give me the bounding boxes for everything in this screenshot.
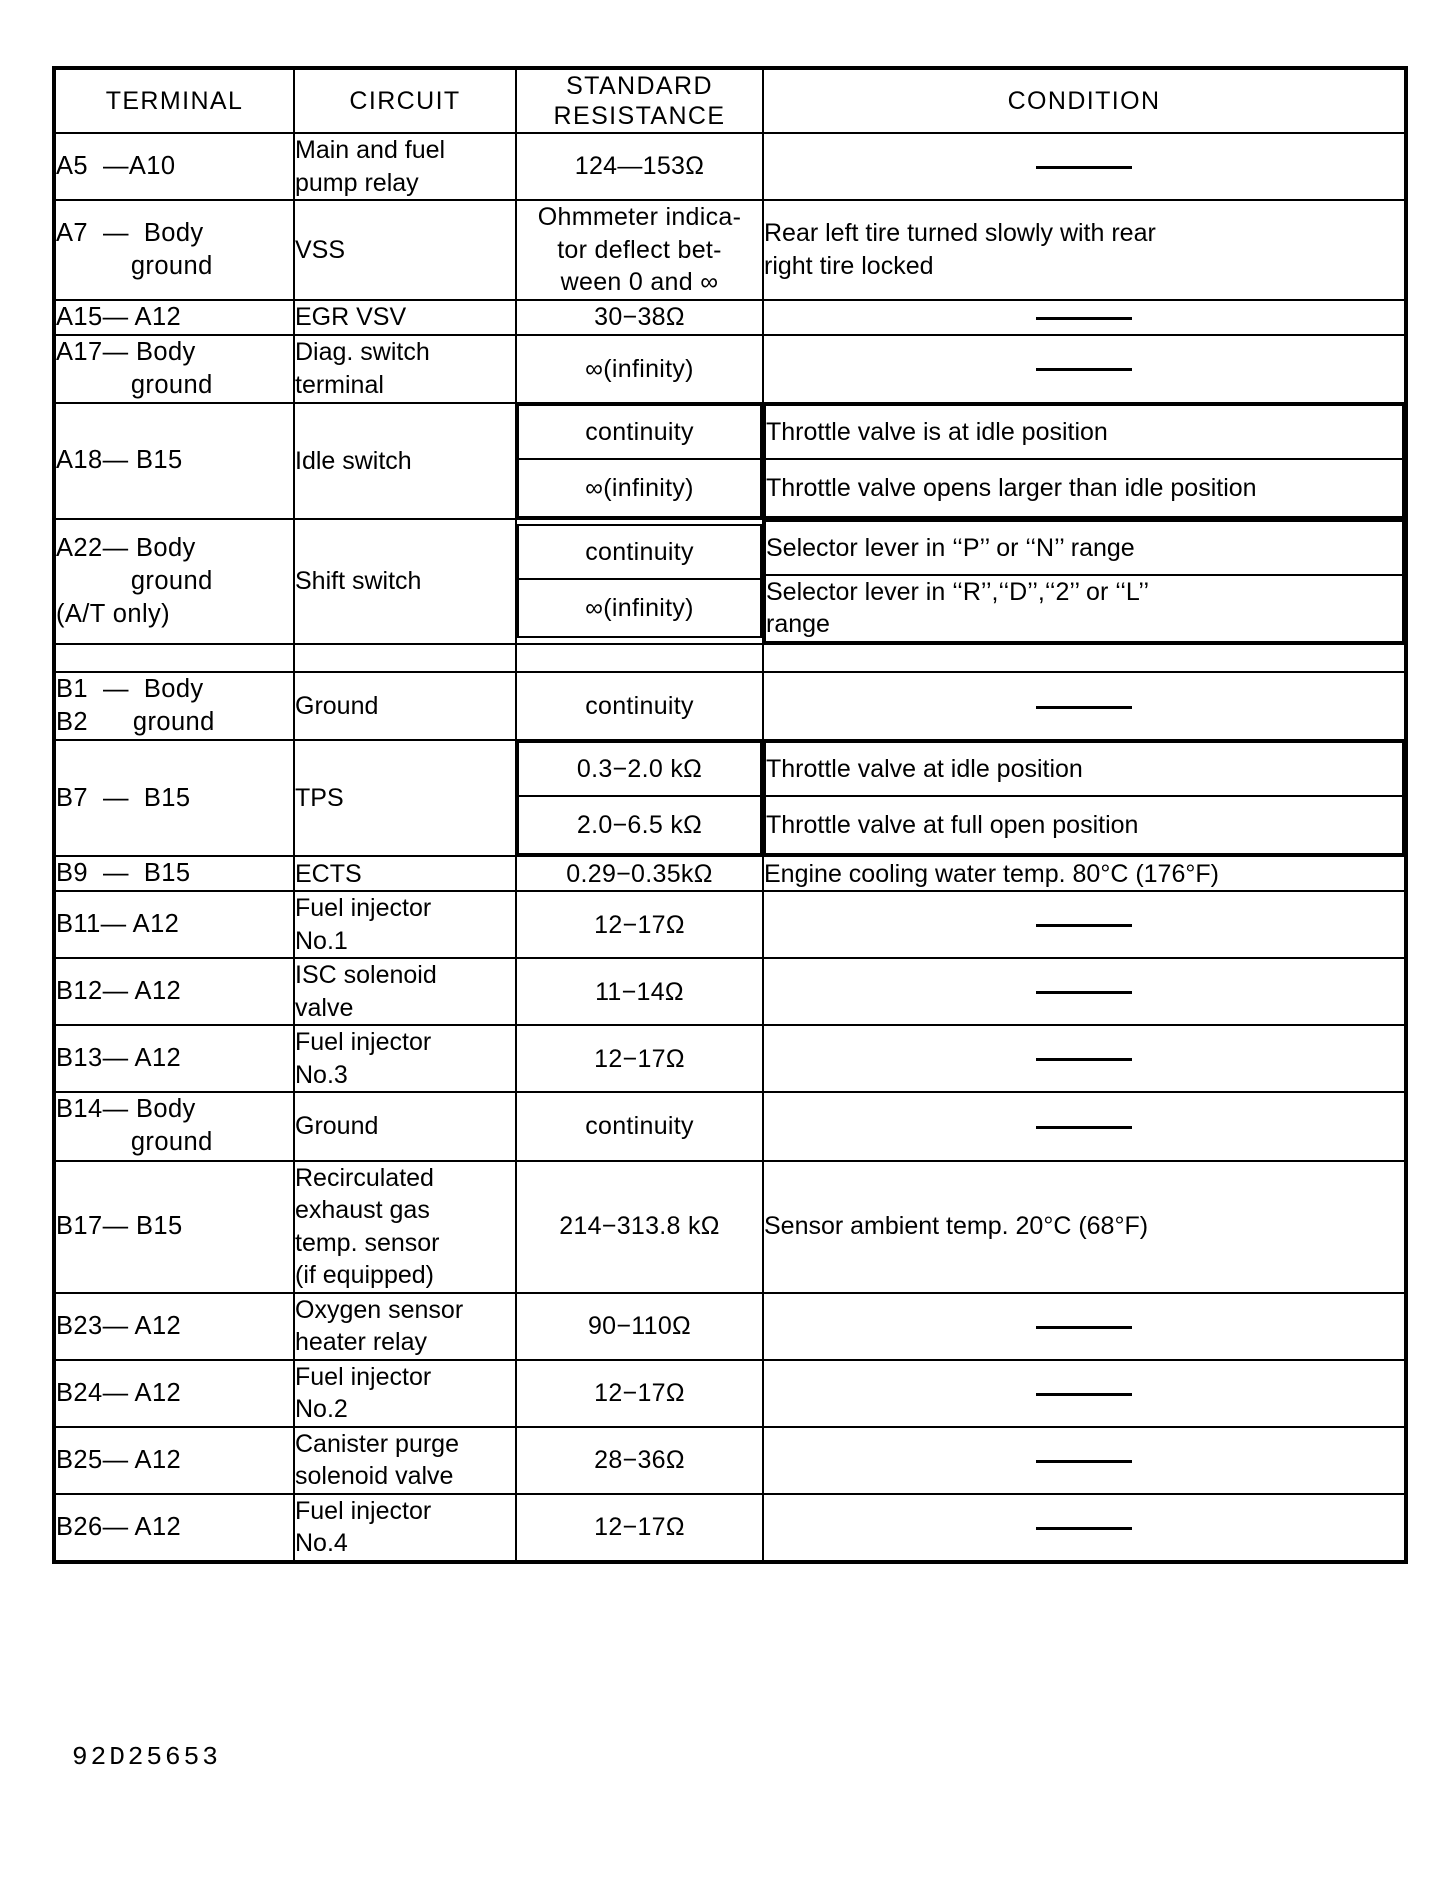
section-separator-row: [54, 644, 1406, 672]
resistance-subrow: [518, 405, 761, 459]
cell-condition: [763, 335, 1406, 403]
terminal-line-1: B7 — B15: [56, 783, 191, 812]
not-applicable-dash: [1036, 924, 1132, 927]
cell-condition-split: [763, 403, 1406, 519]
cell-standard-resistance: [516, 1293, 763, 1360]
terminal-line-1: B9 — B15: [56, 859, 191, 888]
terminal-resistance-table: [52, 66, 1408, 1564]
circuit-line-1: EGR VSV: [295, 302, 407, 331]
circuit-line-1: Shift switch: [295, 567, 422, 596]
cell-circuit: [294, 335, 516, 403]
resistance-line-1: 214−313.8 kΩ: [559, 1212, 720, 1241]
cell-standard-resistance: [516, 958, 763, 1025]
circuit-line-1: Recirculated: [295, 1163, 434, 1192]
condition-line-2: right tire locked: [764, 251, 934, 280]
cell-condition: [763, 1092, 1406, 1160]
cell-standard-resistance: 2.0−6.5 kΩ: [518, 796, 761, 854]
resistance-line-1: 12−17Ω: [594, 1044, 685, 1073]
condition-subrow: [765, 796, 1403, 854]
condition-subrow: [765, 405, 1403, 459]
resistance-line-1: 11−14Ω: [595, 977, 684, 1006]
condition-line-1: Rear left tire turned slowly with rear: [764, 219, 1156, 248]
condition-line-1: Throttle valve at idle position: [766, 754, 1083, 783]
section-separator-cell: [516, 644, 763, 672]
cell-standard-resistance: [516, 200, 763, 300]
cell-standard-resistance: 0.3−2.0 kΩ: [518, 742, 761, 796]
cell-condition: [763, 672, 1406, 740]
table-row: [54, 300, 1406, 335]
cell-terminal: [54, 1293, 294, 1360]
circuit-line-1: Ground: [295, 1112, 379, 1141]
cell-circuit: [294, 856, 516, 891]
cell-circuit: [294, 1161, 516, 1293]
cell-terminal: [54, 1161, 294, 1293]
terminal-line-1: A18— B15: [56, 446, 183, 475]
cell-circuit: [294, 1494, 516, 1562]
condition-subrow: [765, 575, 1403, 642]
cell-condition-split: [763, 740, 1406, 856]
cell-terminal: [54, 403, 294, 519]
cell-condition: [763, 856, 1406, 891]
circuit-line-1: Fuel injector: [295, 894, 432, 923]
circuit-line-2: solenoid valve: [295, 1462, 454, 1491]
terminal-line-1: A15— A12: [56, 302, 182, 331]
circuit-line-2: pump relay: [295, 168, 419, 197]
terminal-line-1: B24— A12: [56, 1378, 182, 1407]
cell-standard-resistance: [516, 133, 763, 200]
resistance-subrow: [518, 525, 761, 579]
condition-line-1: Sensor ambient temp. 20°C (68°F): [764, 1212, 1149, 1241]
cell-condition: [763, 1494, 1406, 1562]
terminal-line-1: B26— A12: [56, 1512, 182, 1541]
cell-condition: [765, 459, 1403, 517]
resistance-subrow: [518, 459, 761, 517]
circuit-line-1: VSS: [295, 235, 346, 264]
terminal-line-2: B2 ground: [56, 708, 215, 737]
circuit-line-1: ISC solenoid: [295, 961, 437, 990]
cell-condition: [763, 1360, 1406, 1427]
cell-circuit: [294, 958, 516, 1025]
resistance-line-1: continuity: [585, 691, 694, 720]
resistance-line-1: 28−36Ω: [594, 1445, 685, 1474]
table-row: [54, 891, 1406, 958]
circuit-line-1: Fuel injector: [295, 1028, 432, 1057]
cell-condition: [765, 796, 1403, 854]
circuit-line-2: No.3: [295, 1060, 348, 1089]
cell-terminal: [54, 958, 294, 1025]
table-body: [54, 133, 1406, 1562]
resistance-line-1: 12−17Ω: [594, 1378, 685, 1407]
section-separator-cell: [763, 644, 1406, 672]
resistance-line-1: 12−17Ω: [594, 1512, 685, 1541]
condition-subrow: [765, 459, 1403, 517]
table-row: [54, 856, 1406, 891]
not-applicable-dash: [1036, 1393, 1132, 1396]
table-row: [54, 133, 1406, 200]
terminal-line-2: ground: [56, 566, 213, 595]
not-applicable-dash: [1036, 368, 1132, 371]
circuit-line-2: heater relay: [295, 1328, 428, 1357]
cell-circuit: [294, 519, 516, 644]
circuit-line-1: Oxygen sensor: [295, 1295, 464, 1324]
cell-standard-resistance: [516, 1427, 763, 1494]
condition-line-1: Throttle valve is at idle position: [766, 417, 1108, 446]
cell-standard-resistance-split: [516, 519, 763, 644]
resistance-subrow: [518, 742, 761, 796]
terminal-line-2: ground: [56, 1128, 213, 1157]
circuit-line-2: terminal: [295, 370, 384, 399]
table-row: [54, 1092, 1406, 1160]
table-row: [54, 335, 1406, 403]
circuit-line-1: Main and fuel: [295, 136, 446, 164]
resistance-line-1: 12−17Ω: [594, 910, 685, 939]
cell-circuit: [294, 200, 516, 300]
resistance-line-1: 90−110Ω: [587, 1311, 692, 1340]
resistance-line-1: 30−38Ω: [594, 302, 685, 331]
terminal-line-2: ground: [56, 251, 213, 280]
table-header-row: [54, 68, 1406, 133]
resistance-line-1: 124—153Ω: [574, 152, 705, 181]
circuit-line-1: Idle switch: [295, 446, 412, 475]
table-row: [54, 1360, 1406, 1427]
terminal-line-1: B17— B15: [56, 1212, 183, 1241]
cell-standard-resistance-split: [516, 740, 763, 856]
cell-condition: [763, 133, 1406, 200]
circuit-line-2: No.2: [295, 1395, 348, 1424]
terminal-line-1: B11— A12: [56, 910, 180, 939]
not-applicable-dash: [1036, 1460, 1132, 1463]
resistance-subrow: [518, 796, 761, 854]
cell-terminal: [54, 1025, 294, 1092]
condition-line-1: Selector lever in ‘‘P’’ or ‘‘N’’ range: [766, 533, 1135, 562]
cell-standard-resistance-split: [516, 403, 763, 519]
cell-standard-resistance: [516, 1161, 763, 1293]
resistance-line-3: ween 0 and ∞: [560, 268, 719, 296]
cell-circuit: [294, 891, 516, 958]
terminal-line-1: B12— A12: [56, 977, 182, 1006]
cell-terminal: [54, 200, 294, 300]
cell-standard-resistance: [516, 1360, 763, 1427]
cell-terminal: [54, 891, 294, 958]
condition-line-1: Throttle valve opens larger than idle position: [766, 473, 1257, 502]
cell-standard-resistance: [516, 335, 763, 403]
table-row: [54, 1161, 1406, 1293]
cell-standard-resistance: [516, 856, 763, 891]
circuit-line-1: Diag. switch: [295, 338, 430, 367]
cell-condition: [765, 405, 1403, 459]
circuit-line-2: No.1: [295, 926, 348, 955]
condition-line-1: Engine cooling water temp. 80°C (176°F): [764, 859, 1219, 888]
table-row: [54, 1293, 1406, 1360]
cell-terminal: [54, 856, 294, 891]
terminal-line-1: B14— Body: [56, 1095, 196, 1124]
cell-condition: [763, 958, 1406, 1025]
resistance-line-2: tor deflect bet-: [557, 235, 722, 264]
cell-condition-split: [763, 519, 1406, 644]
terminal-line-1: B1 — Body: [56, 674, 204, 703]
cell-circuit: [294, 133, 516, 200]
cell-circuit: [294, 300, 516, 335]
terminal-line-1: A5 —A10: [56, 151, 176, 180]
table-row: [54, 740, 1406, 856]
condition-line-2: range: [766, 610, 830, 639]
cell-condition: [763, 200, 1406, 300]
resistance-line-1: continuity: [585, 1112, 694, 1141]
cell-circuit: [294, 1427, 516, 1494]
circuit-line-4: (if equipped): [295, 1261, 434, 1290]
cell-circuit: [294, 1360, 516, 1427]
circuit-line-2: valve: [295, 993, 354, 1022]
terminal-line-3: (A/T only): [56, 599, 171, 628]
column-header-standard-resistance: [516, 68, 763, 133]
column-header-condition: CONDITION: [763, 68, 1406, 133]
not-applicable-dash: [1036, 317, 1132, 320]
table-row: [54, 1427, 1406, 1494]
resistance-subrow: [518, 579, 761, 637]
circuit-line-1: ECTS: [295, 859, 362, 888]
cell-condition: [763, 891, 1406, 958]
table-header: [54, 68, 1406, 133]
circuit-line-2: No.4: [295, 1529, 348, 1558]
circuit-line-2: exhaust gas: [295, 1196, 430, 1225]
page-reference-code: 92D25653: [72, 1742, 221, 1772]
table-row: [54, 672, 1406, 740]
cell-condition: [765, 575, 1403, 642]
column-header-terminal: TERMINAL: [54, 68, 294, 133]
circuit-line-1: TPS: [295, 783, 344, 812]
cell-terminal: [54, 519, 294, 644]
not-applicable-dash: [1036, 1126, 1132, 1129]
not-applicable-dash: [1036, 1058, 1132, 1061]
resistance-line-1: ∞(infinity): [585, 354, 694, 383]
cell-terminal: [54, 1427, 294, 1494]
cell-condition: [765, 521, 1403, 575]
cell-terminal: [54, 1494, 294, 1562]
cell-standard-resistance: [516, 300, 763, 335]
resistance-line-1: 0.29−0.35kΩ: [566, 859, 713, 888]
not-applicable-dash: [1036, 706, 1132, 709]
condition-line-1: Selector lever in ‘‘R’’,‘‘D’’,‘‘2’’ or ‘‘L’’: [766, 577, 1150, 606]
table-row: [54, 519, 1406, 644]
circuit-line-1: Fuel injector: [295, 1496, 432, 1525]
circuit-line-1: Ground: [295, 691, 379, 720]
cell-condition: [763, 1293, 1406, 1360]
spec-table-container: [52, 66, 1404, 1564]
cell-circuit: [294, 1092, 516, 1160]
cell-terminal: [54, 133, 294, 200]
cell-terminal: [54, 1360, 294, 1427]
cell-terminal: [54, 740, 294, 856]
column-header-circuit: CIRCUIT: [294, 68, 516, 133]
terminal-line-1: B13— A12: [56, 1044, 182, 1073]
cell-condition: [763, 300, 1406, 335]
circuit-line-1: Canister purge: [295, 1429, 459, 1458]
cell-standard-resistance: [516, 1092, 763, 1160]
column-header-resistance-line1: STANDARD: [566, 71, 713, 100]
condition-subrow: [765, 742, 1403, 796]
circuit-line-1: Fuel injector: [295, 1362, 432, 1391]
cell-condition: [763, 1025, 1406, 1092]
terminal-line-1: A7 — Body: [56, 218, 204, 247]
cell-standard-resistance: ∞(infinity): [518, 459, 761, 517]
table-row: [54, 403, 1406, 519]
table-row: [54, 1025, 1406, 1092]
condition-line-1: Throttle valve at full open position: [766, 810, 1139, 839]
cell-condition: [765, 742, 1403, 796]
cell-circuit: [294, 1025, 516, 1092]
section-separator-cell: [294, 644, 516, 672]
terminal-line-1: B23— A12: [56, 1311, 182, 1340]
cell-circuit: [294, 403, 516, 519]
table-row: [54, 1494, 1406, 1562]
terminal-line-1: B25— A12: [56, 1445, 182, 1474]
not-applicable-dash: [1036, 991, 1132, 994]
cell-standard-resistance: ∞(infinity): [518, 579, 761, 637]
cell-terminal: [54, 300, 294, 335]
not-applicable-dash: [1036, 1527, 1132, 1530]
cell-condition: [763, 1161, 1406, 1293]
cell-circuit: [294, 672, 516, 740]
cell-standard-resistance: continuity: [518, 525, 761, 579]
not-applicable-dash: [1036, 166, 1132, 169]
terminal-line-1: A17— Body: [56, 337, 196, 366]
cell-terminal: [54, 672, 294, 740]
table-row: [54, 200, 1406, 300]
cell-standard-resistance: [516, 1494, 763, 1562]
cell-circuit: [294, 1293, 516, 1360]
cell-standard-resistance: [516, 672, 763, 740]
cell-standard-resistance: [516, 891, 763, 958]
resistance-line-1: Ohmmeter indica-: [537, 203, 742, 231]
terminal-line-1: A22— Body: [56, 533, 196, 562]
section-separator-cell: [54, 644, 294, 672]
circuit-line-3: temp. sensor: [295, 1228, 440, 1257]
terminal-line-2: ground: [56, 370, 213, 399]
cell-circuit: [294, 740, 516, 856]
cell-condition: [763, 1427, 1406, 1494]
cell-standard-resistance: [516, 1025, 763, 1092]
column-header-resistance-line2: RESISTANCE: [553, 102, 726, 130]
cell-terminal: [54, 335, 294, 403]
cell-standard-resistance: continuity: [518, 405, 761, 459]
condition-subrow: [765, 521, 1403, 575]
table-row: [54, 958, 1406, 1025]
not-applicable-dash: [1036, 1326, 1132, 1329]
cell-terminal: [54, 1092, 294, 1160]
